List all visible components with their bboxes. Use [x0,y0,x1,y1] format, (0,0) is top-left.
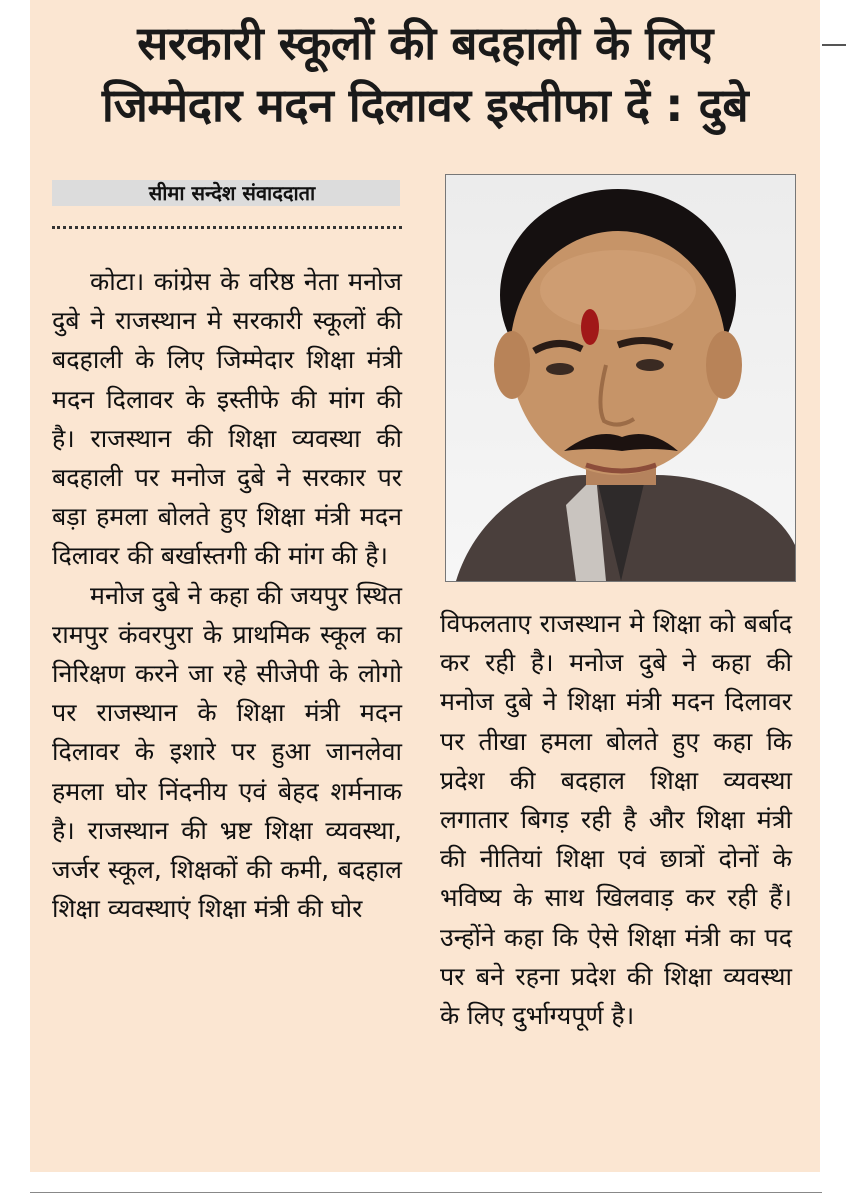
bottom-border [30,1192,822,1193]
headline [30,12,820,136]
article-column-right [440,604,792,1035]
headline-line-1: सरकारी स्कूलों की बदहाली के लिए [137,16,713,70]
headline-line-2: जिम्मेदार मदन दिलावर इस्तीफा दें : दुबे [101,78,749,132]
portrait-photo [445,174,796,582]
article-column-left [52,262,402,928]
dotted-divider [52,226,402,229]
portrait-illustration [446,175,795,581]
paragraph-2: मनोज दुबे ने कहा की जयपुर स्थित रामपुर कंवरपुरा के प्राथमिक स्कूल का निरिक्षण करने जा रहे सीजेपी के लोगो पर राजस्थान के शिक्षा मंत्री मदन दिलावर के इशारे पर हुआ जानलेवा हमला घोर निंदनीय एवं बेहद शर्मनाक है। राजस्थान की भ्रष्ट शिक्षा व्यवस्था, जर्जर स्कूल, शिक्षकों की कमी, बदहाल शिक्षा व्यवस्थाएं शिक्षा मंत्री की घोर [52,580,402,924]
byline: सीमा सन्देश संवाददाता [148,181,316,205]
paragraph-1: कोटा। कांग्रेस के वरिष्ठ नेता मनोज दुबे ने राजस्थान मे सरकारी स्कूलों की बदहाली के लिए जिम्मेदार शिक्षा मंत्री मदन दिलावर के इस्तीफे की मांग की है। राजस्थान की शिक्षा व्यवस्था की बदहाली पर मनोज दुबे ने सरकार पर बड़ा हमला बोलते हुए शिक्षा मंत्री मदन दिलावर की बर्खास्तगी की मांग की है। [52,267,402,571]
paragraph-3: विफलताए राजस्थान मे शिक्षा को बर्बाद कर रही है। मनोज दुबे ने कहा की मनोज दुबे ने शिक्षा मंत्री मदन दिलावर पर तीखा हमला बोलते हुए कहा कि प्रदेश की बदहाल शिक्षा व्यवस्था लगातार बिगड़ रही है और शिक्षा मंत्री की नीतियां शिक्षा एवं छात्रों दोनों के भविष्य के साथ खिलवाड़ कर रही हैं। उन्होंने कहा कि ऐसे शिक्षा मंत्री का पद पर बने रहना प्रदेश की शिक्षा व्यवस्था के लिए दुर्भाग्यपूर्ण है। [440,609,792,1031]
edge-mark [822,44,846,46]
